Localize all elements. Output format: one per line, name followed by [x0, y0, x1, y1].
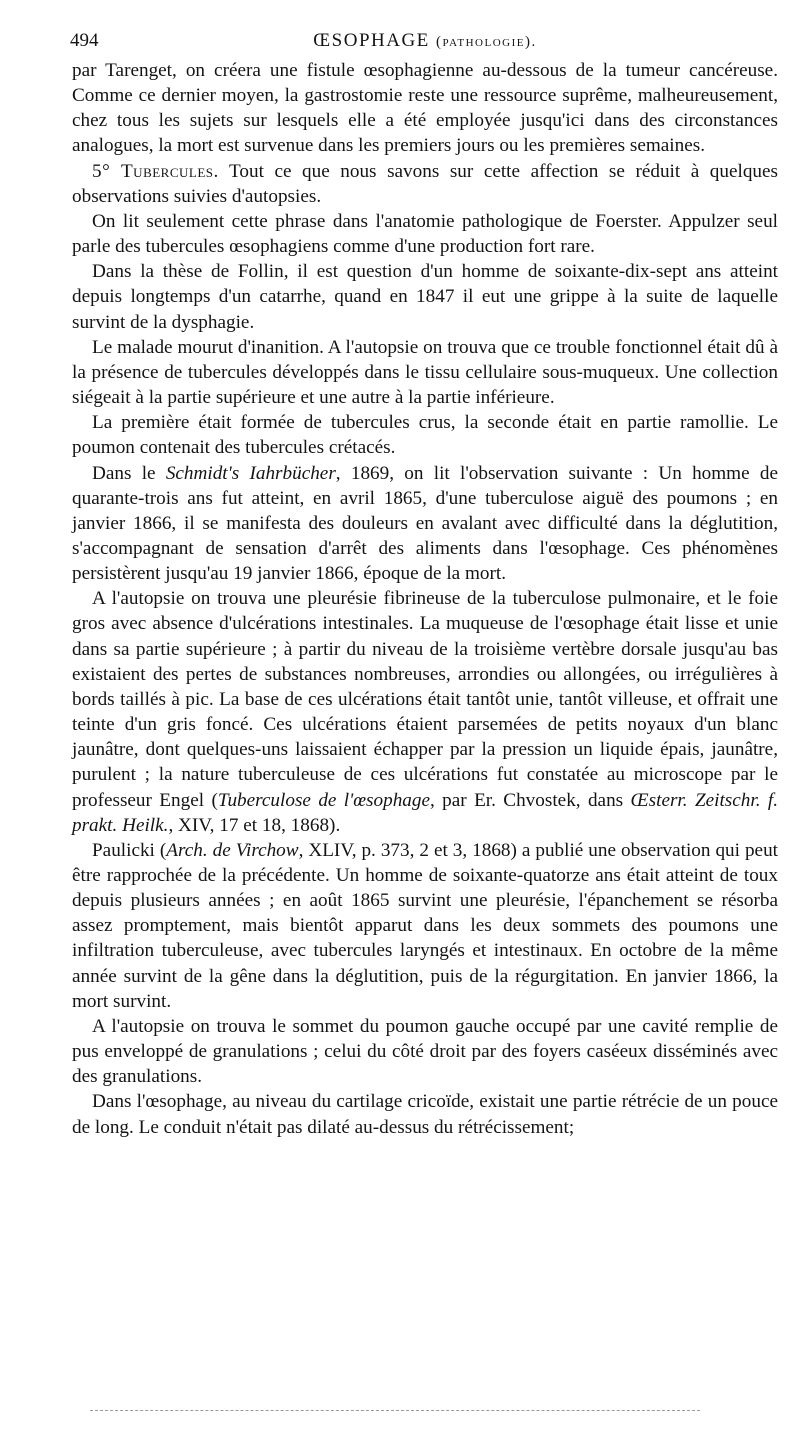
paragraph-text: Dans le: [92, 462, 166, 484]
citation-journal: Œsterr. Zeitschr. f. prakt. Heilk.: [72, 789, 779, 836]
paragraph-oesophage: Dans l'œsophage, au niveau du cartilage cricoïde, existait une partie rétrécie de un pouce de long. Le conduit n'était pas dilaté au-dessus du rétrécissement;: [72, 1091, 778, 1138]
paragraph-text: , XIV, 17 et 18, 1868).: [168, 814, 341, 836]
paragraph-continuation: par Tarenget, on créera une fistule œsophagienne au-dessous de la tumeur cancéreuse. Comme ce dernier moyen, la gastrostomie reste une ressource suprême, malheureusement, chez tous les sujets sur lesquels elle a été employée jusqu'ici dans des circonstances analogues, la mort est survenue dans les premiers jours ou les premières semaines.: [72, 60, 778, 157]
paragraph-text: A l'autopsie on trouva une pleurésie fibrineuse de la tuberculose pulmonaire, et le foie gros avec absence d'ulcérations intestinales. La muqueuse de l'œsophage était lisse et unie dans sa partie supérieure ; à partir du niveau de la troisième vertèbre dorsale jusqu'au bas existaient des pertes de substances nombreuses, arrondies ou allongées, ou irrégulières à bords taillés à pic. La base de ces ulcérations était tantôt unie, tantôt villeuse, et offrait une teinte d'un gris foncé. Ces ulcérations étaient parsemées de petits noyaux d'un blanc jaunâtre, dont quelques-uns laissaient échapper par la pression un liquide épais, jaunâtre, purulent ; la nature tuberculeuse de ces ulcérations fut constatée au microscope par le professeur Engel (: [72, 588, 778, 811]
paragraph-tubercules: [72, 159, 778, 209]
paragraph-text: Paulicki (: [92, 839, 167, 861]
page-header: [72, 24, 778, 58]
paragraph-text: , 1869, on lit l'observation suivante : Un homme de quarante-trois ans fut atteint, en avril 1865, d'une tuberculose aiguë des poumons ; en janvier 1866, il se manifesta des douleurs en avalant avec difficulté dans la déglutition, s'accompagnant de sensation d'arrêt des aliments dans l'œsophage. Ces phénomènes persistèrent jusqu'au 19 janvier 1866, époque de la mort.: [72, 462, 778, 585]
body-text: [72, 58, 778, 1140]
paragraph-text: Tout ce que nous savons sur cette affection se réduit à quelques observations suivies d'autopsies.: [72, 160, 779, 207]
paragraph-inanition: Le malade mourut d'inanition. A l'autopsie on trouva que ce trouble fonctionnel était dû à la présence de tubercules développés dans le tissu cellulaire sous-muqueux. Une collection siégeait à la partie supérieure et une autre à la partie inférieure.: [72, 336, 778, 409]
running-title-main: ŒSOPHAGE: [313, 30, 430, 51]
citation-title: Schmidt's Iahrbücher: [165, 462, 336, 484]
book-page: [72, 24, 778, 1140]
running-title: [72, 30, 778, 52]
paragraph-text: , XLIV, p. 373, 2 et 3, 1868) a publié une observation qui peut être rapprochée de la précédente. Un homme de soixante-quatorze ans était atteint de toux depuis plusieurs années ; en août 1865 survint une pleurésie, l'épanchement se résorba assez promptement, mais bientôt apparut dans les deux sommets des poumons une infiltration tuberculeuse, avec tubercules laryngés et intestinaux. En octobre de la même année survint de la gêne dans la déglutition, puis de la régurgitation. En janvier 1866, la mort survint.: [72, 839, 778, 1012]
paragraph-premiere: La première était formée de tubercules crus, la seconde était en partie ramollie. Le poumon contenait des tubercules crétacés.: [72, 412, 778, 459]
paragraph-autopsie-1: [72, 586, 778, 838]
page-number: 494: [70, 30, 99, 51]
footer-rule: [90, 1410, 700, 1411]
citation-title: Tuberculose de l'œsophage: [217, 789, 430, 811]
citation-journal: Arch. de Virchow: [166, 839, 299, 861]
running-title-subtitle: (pathologie).: [436, 34, 537, 50]
paragraph-foerster: On lit seulement cette phrase dans l'anatomie pathologique de Foerster. Appulzer seul parle des tubercules œsophagiens comme d'une production fort rare.: [72, 210, 778, 258]
paragraph-schmidt: [72, 461, 778, 587]
paragraph-text: , par Er. Chvostek, dans: [430, 789, 631, 811]
paragraph-autopsie-2: A l'autopsie on trouva le sommet du poumon gauche occupé par une cavité remplie de pus enveloppé de granulations ; celui du côté droit par des foyers caséeux disséminés avec des granulations.: [72, 1015, 778, 1088]
paragraph-follin: Dans la thèse de Follin, il est question d'un homme de soixante-dix-sept ans atteint depuis longtemps d'un catarrhe, quand en 1847 il eut une grippe à la suite de laquelle survint de la dysphagie.: [72, 261, 778, 333]
section-heading-tubercules: 5° Tubercules.: [92, 160, 219, 182]
paragraph-paulicki: [72, 838, 778, 1014]
